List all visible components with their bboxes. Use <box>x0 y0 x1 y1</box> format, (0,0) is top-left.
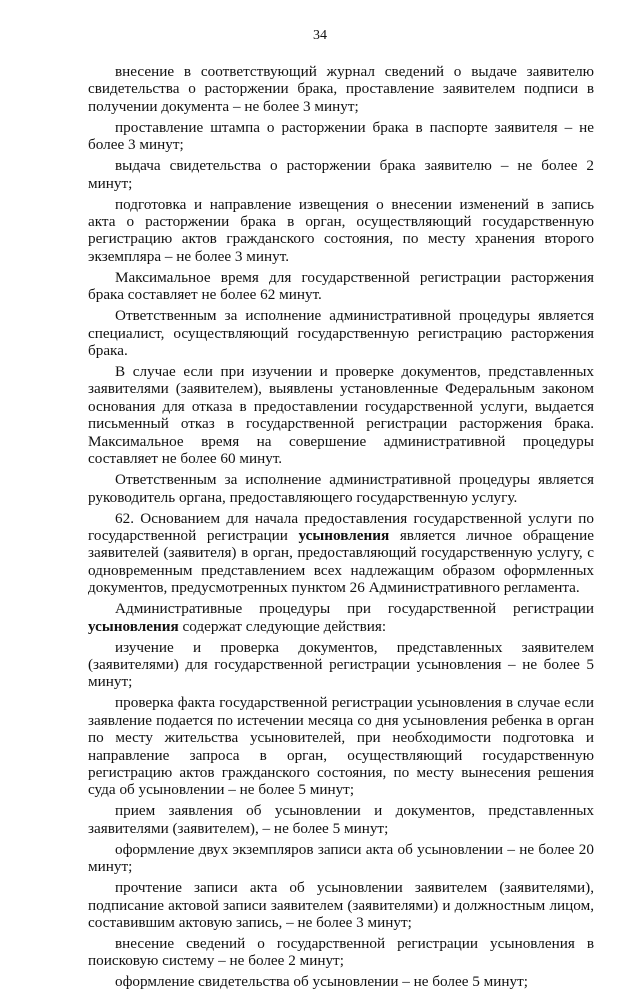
page-number: 34 <box>313 28 327 43</box>
paragraph-text: оформление свидетельства об усыновлении – не более 5 минут; <box>115 973 528 991</box>
paragraph-text: В случае если при изучении и проверке документов, представленных заявителями (заявителем), выявлены установленные Федеральным законом основания для отказа в предоставлении государственной услуги, выдается письменный отказ в государственной регистрации расторжения брака. Максимальное время на совершение административной процедуры составляет не более 60 минут. <box>88 363 594 468</box>
paragraph-text: оформление двух экземпляров записи акта об усыновлении – не более 20 минут; <box>88 840 594 876</box>
paragraph-text: выдача свидетельства о расторжении брака заявителю – не более 2 минут; <box>88 157 594 192</box>
paragraph-text: внесение в соответствующий журнал сведений о выдаче заявителю свидетельства о расторжении брака, проставление заявителем подписи в получении документа – не более 3 минут; <box>88 63 594 115</box>
paragraph <box>88 802 594 837</box>
paragraph <box>88 510 594 597</box>
paragraph <box>88 973 594 990</box>
bold-term: усыновления <box>298 526 390 544</box>
paragraph <box>88 63 594 115</box>
paragraph-text: прием заявления об усыновлении и документов, представленных заявителями (заявителем), – не более 5 минут; <box>88 802 594 837</box>
paragraph <box>88 157 594 192</box>
paragraph <box>88 639 594 691</box>
paragraph-text: подготовка и направление извещения о внесении изменений в запись акта о расторжении брака в орган, осуществляющий государственную регистрацию актов гражданского состояния, по месту хранения второго экземпляра – не более 3 минут. <box>88 195 594 265</box>
paragraph-text: Максимальное время для государственной регистрации расторжения брака составляет не более 62 минут. <box>88 268 594 304</box>
paragraph <box>88 879 594 931</box>
paragraph-text: прочтение записи акта об усыновлении заявителем (заявителями), подписание актовой записи заявителем (заявителями) и должностным лицом, составившим актовую запись, – не более 3 минут; <box>88 879 594 931</box>
paragraph-text: проставление штампа о расторжении брака в паспорте заявителя – не более 3 минут; <box>88 118 594 154</box>
paragraph <box>88 694 594 798</box>
paragraph-text: является личное обращение заявителей (заявителя) в орган, предоставляющий государственную услугу, с одновременным представлением всех надлежащим образом оформленных документов, предусмотренных пунктом 26 Административного регламента. <box>88 526 594 597</box>
paragraph <box>88 600 594 635</box>
paragraph-text: 62. Основанием для начала предоставления государственной услуги по государственной регистрации <box>88 509 594 544</box>
paragraph <box>88 935 594 970</box>
paragraph <box>88 471 594 506</box>
paragraph-text: внесение сведений о государственной регистрации усыновления в поисковую систему – не более 2 минут; <box>88 935 594 970</box>
paragraph <box>88 196 594 266</box>
bold-term: усыновления <box>88 617 179 635</box>
paragraph <box>88 269 594 304</box>
paragraph <box>88 119 594 154</box>
paragraph <box>88 307 594 359</box>
paragraph-text: изучение и проверка документов, представленных заявителем (заявителями) для государственной регистрации усыновления – не более 5 минут; <box>88 638 594 691</box>
paragraph-text: Ответственным за исполнение административной процедуры является специалист, осуществляющий государственную регистрацию расторжения брака. <box>88 307 594 360</box>
paragraph-text: Административные процедуры при государственной регистрации <box>115 600 594 618</box>
document-body <box>88 63 594 994</box>
paragraph-text: содержат следующие действия: <box>178 617 387 635</box>
paragraph-text: Ответственным за исполнение административной процедуры является руководитель органа, предоставляющего государственную услугу. <box>88 471 594 506</box>
paragraph <box>88 841 594 876</box>
paragraph <box>88 363 594 467</box>
paragraph-text: проверка факта государственной регистрации усыновления в случае если заявление подается по истечении месяца со дня усыновления ребенка в орган по месту жительства усыновителей, при необходимости подготовка и направление запроса в орган, осуществляющий государственную регистрацию актов гражданского состояния, по месту вынесения решения суда об усыновлении – не более 5 минут; <box>88 694 594 799</box>
